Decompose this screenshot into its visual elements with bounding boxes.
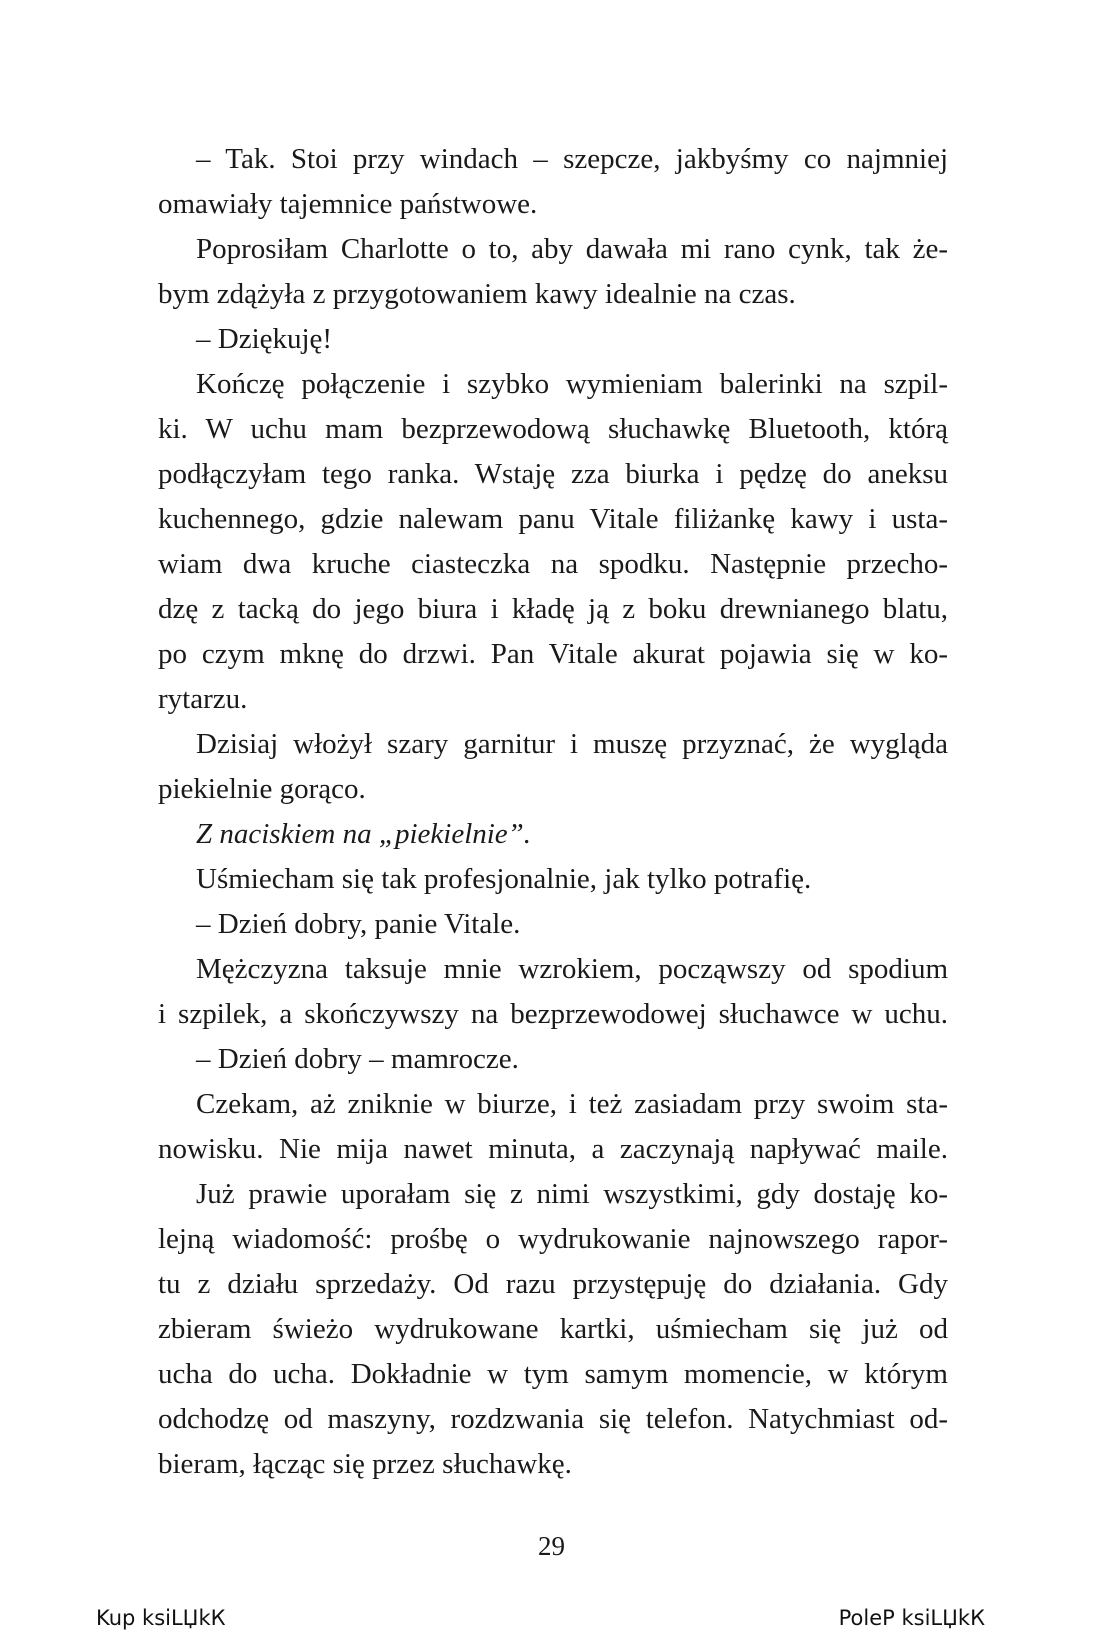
text-line: odchodzę od maszyny, rozdzwania się telefon. Natychmiast od-: [158, 1403, 948, 1435]
text-line: ucha do ucha. Dokładnie w tym samym momencie, w którym: [158, 1358, 948, 1390]
text-line: omawiały tajemnice państwowe.: [158, 188, 538, 220]
text-line: Uśmiecham się tak profesjonalnie, jak tylko potrafię.: [196, 863, 812, 895]
text-line: Mężczyzna taksuje mnie wzrokiem, począwszy od spodium: [196, 953, 948, 985]
text-line: Kończę połączenie i szybko wymieniam balerinki na szpil-: [196, 368, 948, 400]
text-line: piekielnie gorąco.: [158, 773, 366, 805]
text-line: Czekam, aż zniknie w biurze, i też zasiadam przy swoim sta-: [196, 1088, 948, 1120]
text-line: – Dzień dobry, panie Vitale.: [196, 908, 521, 940]
text-line: – Dzień dobry – mamrocze.: [196, 1043, 519, 1075]
text-line: i szpilek, a skończywszy na bezprzewodowej słuchawce w uchu.: [158, 998, 948, 1030]
text-line: tu z działu sprzedaży. Od razu przystępuję do działania. Gdy: [158, 1268, 948, 1300]
page-number: 29: [538, 1531, 565, 1561]
text-line: Już prawie uporałam się z nimi wszystkimi, gdy dostaję ko-: [196, 1178, 948, 1210]
text-line: bieram, łącząc się przez słuchawkę.: [158, 1448, 572, 1480]
text-line: lejną wiadomość: prośbę o wydrukowanie najnowszego rapor-: [158, 1223, 948, 1255]
text-line: nowisku. Nie mija nawet minuta, a zaczynają napływać maile.: [158, 1133, 948, 1165]
recommend-book-link[interactable]: PoleР ksiLЏkК: [838, 1606, 985, 1630]
text-line: po czym mknę do drzwi. Pan Vitale akurat pojawia się w ko-: [158, 638, 948, 670]
text-line: rytarzu.: [158, 683, 248, 715]
buy-book-link[interactable]: Kup ksiLЏkК: [96, 1606, 226, 1630]
text-line: dzę z tacką do jego biura i kładę ją z boku drewnianego blatu,: [158, 593, 948, 625]
text-line: – Tak. Stoi przy windach – szepcze, jakbyśmy co najmniej: [196, 143, 948, 175]
text-line: bym zdążyła z przygotowaniem kawy idealnie na czas.: [158, 278, 796, 310]
text-line: wiam dwa kruche ciasteczka na spodku. Następnie przecho-: [158, 548, 948, 580]
text-line: kuchennego, gdzie nalewam panu Vitale filiżankę kawy i usta-: [158, 503, 948, 535]
text-line: ki. W uchu mam bezprzewodową słuchawkę Bluetooth, którą: [158, 413, 948, 445]
text-line: zbieram świeżo wydrukowane kartki, uśmiecham się już od: [158, 1313, 948, 1345]
text-line: Dzisiaj włożył szary garnitur i muszę przyznać, że wygląda: [196, 728, 948, 760]
text-line: Z naciskiem na „piekielnie”.: [196, 818, 532, 850]
body-text: [158, 137, 948, 1487]
text-line: Poprosiłam Charlotte o to, aby dawała mi rano cynk, tak że-: [196, 233, 948, 265]
text-line: podłączyłam tego ranka. Wstaję zza biurka i pędzę do aneksu: [158, 458, 948, 490]
text-line: – Dziękuję!: [196, 323, 333, 355]
